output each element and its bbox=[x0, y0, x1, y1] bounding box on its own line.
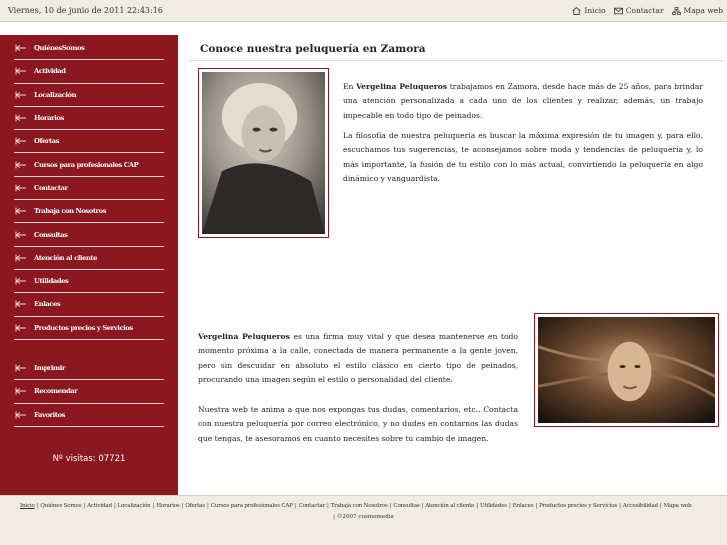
footer-link-ofertas[interactable]: Ofertas bbox=[185, 503, 205, 509]
title-divider bbox=[188, 60, 724, 61]
arrow-icon bbox=[15, 364, 27, 372]
footer-separator: | bbox=[659, 503, 662, 509]
sidebar-menu bbox=[14, 37, 164, 340]
arrow-icon bbox=[15, 411, 27, 419]
arrow-icon bbox=[15, 161, 27, 169]
footer-link-consultas[interactable]: Consultas bbox=[393, 503, 420, 509]
brand-name: Vergelina Peluqueros bbox=[198, 332, 290, 341]
copyright: | ©2007 cosmomedia bbox=[333, 514, 394, 520]
footer-nav bbox=[20, 503, 720, 509]
sidebar-item-label: Ofertas bbox=[34, 137, 59, 146]
sidebar-item-contactar[interactable] bbox=[14, 177, 164, 200]
sidebar-item-label: Contactar bbox=[34, 183, 68, 192]
top-link-label: Mapa web bbox=[683, 6, 723, 15]
arrow-icon bbox=[15, 137, 27, 145]
sidebar-item-label: Localización bbox=[34, 90, 77, 99]
sidebar-item-enlaces[interactable] bbox=[14, 293, 164, 316]
sidebar-item-label: Actividad bbox=[34, 67, 66, 76]
sidebar-item-consultas[interactable] bbox=[14, 223, 164, 246]
main-content bbox=[186, 35, 727, 495]
footer-separator: | bbox=[294, 503, 297, 509]
footer bbox=[0, 495, 727, 545]
sidebar-item-label: Horarios bbox=[34, 114, 64, 123]
footer-separator: | bbox=[83, 503, 86, 509]
footer-link-enlaces[interactable]: Enlaces bbox=[512, 503, 534, 509]
mail-icon bbox=[614, 7, 623, 15]
brand-paragraph bbox=[198, 330, 518, 388]
footer-separator: | bbox=[619, 503, 621, 509]
sidebar-item-label: Utilidades bbox=[34, 277, 69, 286]
arrow-icon bbox=[15, 324, 27, 332]
footer-link-contactar[interactable]: Contactar bbox=[298, 503, 325, 509]
top-link-label: Inicio bbox=[584, 6, 606, 15]
philosophy-paragraph: La filosofía de nuestra peluquería es buscar la máxima expresión de tu imagen y, para ello, escuchamos tus sugerencias, te aconsejamos sobre moda y tendencias de peluquería y, lo más importante, la fusión de tu estilo con lo más actual, convirtiendo la peluquería en algo dinámico y vanguardista. bbox=[343, 131, 703, 184]
footer-separator: | bbox=[152, 503, 155, 509]
sidebar-item-trabaja-con-nosotros[interactable] bbox=[14, 200, 164, 223]
sidebar-item-label: Favoritos bbox=[34, 410, 65, 419]
footer-link-accesibilidad[interactable]: Accesibilidad bbox=[622, 503, 658, 509]
brand-text: es una firma muy vital y que desea mantenerse en todo momento próxima a la calle, conectada de manera permanente a la gente joven, pero sin descuidar en absoluto el estilo clásico en cierto tipo de peinados, procurando una imagen según el estilo o personalidad del cliente. bbox=[198, 332, 518, 385]
sidebar-item-favoritos[interactable] bbox=[14, 404, 164, 427]
arrow-icon bbox=[15, 231, 27, 239]
sidebar-menu-tools bbox=[14, 357, 164, 427]
footer-separator: | bbox=[389, 503, 392, 509]
arrow-icon bbox=[15, 114, 27, 122]
sidebar-item-productos-precios-y-servicios[interactable] bbox=[14, 317, 164, 340]
intro-prefix: En bbox=[343, 82, 357, 91]
sidebar-item-ofertas[interactable] bbox=[14, 130, 164, 153]
footer-link-quienes-somos[interactable]: Quiénes Somos bbox=[40, 503, 82, 509]
footer-link-actividad[interactable]: Actividad bbox=[87, 503, 112, 509]
contact-paragraph: Nuestra web te anima a que nos expongas tus dudas, comentarios, etc.. Contacta con nuestra peluquería por correo electrónico, y no dudes en contarnos las dudas que tengas, te asesoramos en cuanto necesites sobre tu cambio de imagen. bbox=[198, 405, 518, 443]
arrow-icon bbox=[15, 91, 27, 99]
top-bar bbox=[0, 0, 727, 22]
footer-link-localizacion[interactable]: Localización bbox=[117, 503, 151, 509]
footer-separator: | bbox=[508, 503, 511, 509]
sidebar-item-label: Consultas bbox=[34, 230, 68, 239]
arrow-icon bbox=[15, 44, 27, 52]
top-link-inicio[interactable] bbox=[572, 6, 605, 15]
sidebar-item-utilidades[interactable] bbox=[14, 270, 164, 293]
footer-link-mapa-web[interactable]: Mapa web bbox=[663, 503, 692, 509]
footer-separator: | bbox=[476, 503, 478, 509]
top-link-mapa-web[interactable] bbox=[672, 6, 723, 15]
footer-link-utilidades[interactable]: Utilidades bbox=[479, 503, 507, 509]
arrow-icon bbox=[15, 300, 27, 308]
arrow-icon bbox=[15, 254, 27, 262]
sidebar-item-label: QuiénesSomos bbox=[34, 44, 85, 53]
footer-separator: | bbox=[421, 503, 424, 509]
sidebar-item-localizacion[interactable] bbox=[14, 84, 164, 107]
sidebar-item-label: Imprimir bbox=[34, 364, 66, 373]
footer-separator: | bbox=[535, 503, 538, 509]
top-nav bbox=[572, 6, 723, 15]
footer-link-atencion-al-cliente[interactable]: Atención al cliente bbox=[425, 503, 475, 509]
arrow-icon bbox=[15, 184, 27, 192]
sidebar-item-quienessomos[interactable] bbox=[14, 37, 164, 60]
home-icon bbox=[572, 7, 581, 15]
footer-link-cursos-para-profesionales-cap[interactable]: Cursos para profesionales CAP bbox=[210, 503, 293, 509]
sidebar bbox=[0, 35, 178, 495]
sidebar-item-actividad[interactable] bbox=[14, 60, 164, 83]
arrow-icon bbox=[15, 277, 27, 285]
intro-text: trabajamos en Zamora, desde hace más de 25 años, para brindar una atención personalizada a cada uno de los clientes y realizar, además, un trabajo impecable en todo tipo de peinados. bbox=[343, 82, 703, 120]
sitemap-icon bbox=[672, 7, 681, 15]
footer-link-inicio[interactable]: Inicio bbox=[20, 503, 35, 509]
sidebar-item-horarios[interactable] bbox=[14, 107, 164, 130]
top-link-contactar[interactable] bbox=[614, 6, 664, 15]
footer-link-productos-precios-y-servicios[interactable]: Productos precios y Servicios bbox=[539, 503, 618, 509]
arrow-icon bbox=[15, 207, 27, 215]
top-link-label: Contactar bbox=[625, 6, 664, 15]
visit-counter: Nº visitas: 07721 bbox=[52, 454, 126, 464]
footer-separator: | bbox=[206, 503, 209, 509]
arrow-icon bbox=[15, 67, 27, 75]
sidebar-item-label: Atención al cliente bbox=[34, 253, 97, 262]
intro-paragraph bbox=[343, 80, 703, 123]
page-title: Conoce nuestra peluquería en Zamora bbox=[200, 43, 426, 55]
footer-separator: | bbox=[326, 503, 329, 509]
brand-name: Vergelina Peluqueros bbox=[356, 82, 448, 91]
sidebar-item-label: Trabaja con Nosotros bbox=[34, 207, 107, 216]
footer-link-trabaja-con-nosotros[interactable]: Trabaja con Nosotros bbox=[330, 503, 388, 509]
salon-photo-2 bbox=[534, 313, 719, 427]
footer-separator: | bbox=[113, 503, 116, 509]
sidebar-item-label: Recomendar bbox=[34, 387, 78, 396]
sidebar-item-label: Productos precios y Servicios bbox=[34, 323, 133, 332]
current-date: Viernes, 10 de junio de 2011 22:43:16 bbox=[8, 6, 163, 15]
sidebar-item-atencion-al-cliente[interactable] bbox=[14, 247, 164, 270]
sidebar-item-cursos-para-profesionales-cap[interactable] bbox=[14, 153, 164, 176]
footer-separator: | bbox=[181, 503, 184, 509]
arrow-icon bbox=[15, 387, 27, 395]
sidebar-item-label: Enlaces bbox=[34, 300, 61, 309]
sidebar-item-imprimir[interactable] bbox=[14, 357, 164, 380]
sidebar-item-label: Cursos para profesionales CAP bbox=[34, 160, 139, 169]
sidebar-item-recomendar[interactable] bbox=[14, 380, 164, 403]
footer-link-horarios[interactable]: Horarios bbox=[156, 503, 180, 509]
salon-photo-1 bbox=[198, 68, 329, 238]
footer-separator: | bbox=[36, 503, 39, 509]
